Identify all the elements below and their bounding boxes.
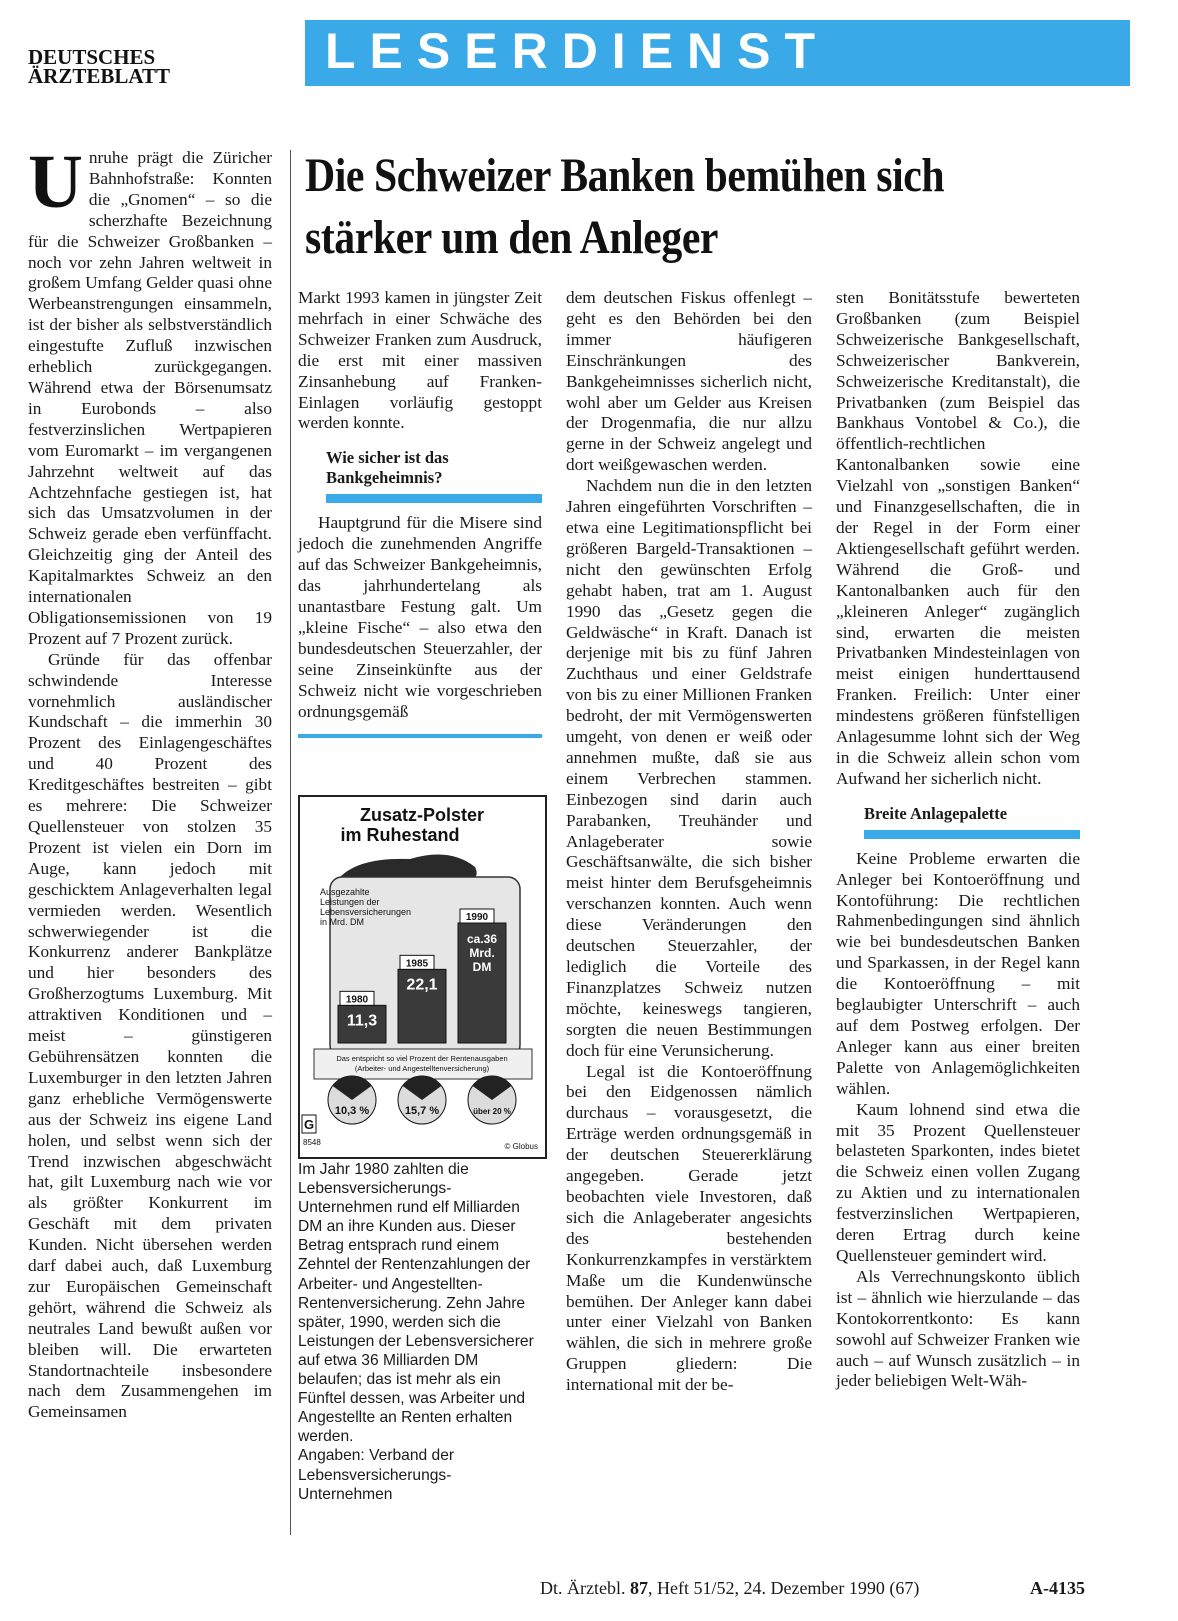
footer-journal: Dt. Ärztebl. <box>540 1578 626 1598</box>
paragraph: Legal ist die Kontoeröffnung bei den Eidgenossen nämlich durchaus – vorausgesetzt, die Erträge werden ordnungsgemäß in der deutschen Steuererklärung angegeben. Gerade jetzt beobachten viele Investoren, daß sich die Anlageberater angesichts des bestehenden Konkurrenzkampfes in verstärktem Maße um die Kundenwünsche bemühen. Der Anleger kann dabei unter einer Vielzahl von Banken wählen, die sich in mehrere große Gruppen gliedern: Die international mit der be- <box>566 1061 812 1395</box>
subheading-bar <box>864 830 1080 839</box>
paragraph: Keine Probleme erwarten die Anleger bei Kontoeröffnung und Kontoführung: Die rechtlichen Rahmenbedingungen sind ähnlich wie bei bundesdeutschen Banken und Sparkassen, in der Regel kann die Kontoeröffnung – mit beglaubigter Unterschrift – auch auf dem Postweg erfolgen. Der Anleger kann aus einer breiten Palette von Anlagemöglichkeiten wählen. <box>836 848 1080 1098</box>
subheading-anlagepalette: Breite Anlagepalette <box>864 803 1008 823</box>
bar-year-label: 1985 <box>405 958 429 970</box>
graphic-caption <box>298 1160 544 1504</box>
paragraph: Markt 1993 kamen in jüngster Zeit mehrfach in einer Schwäche des Schweizer Franken zum Ausdruck, die erst mit einer massiven Zinsanhebung auf Franken-Einlagen vorläufig gestoppt werden konnte. <box>298 288 542 433</box>
bar-value-label: 11,3 <box>346 1012 378 1030</box>
graphic-subtitle-line-1: Das entspricht so viel Prozent der Rentenausgaben <box>336 1054 508 1063</box>
paragraph: Kaum lohnend sind etwa die mit 35 Prozent Quellensteuer belasteten Sparkonten, indes bietet die Schweiz einen vollen Zugang zu Aktien und zu internationalen festverzinslichen Wertpapieren, deren Ertrag durch keine Quellensteuer gemindert wird. <box>836 1099 1080 1265</box>
bar-value-label: 22,1 <box>406 976 438 994</box>
subheading-bar <box>326 494 542 503</box>
paragraph: Gründe für das offenbar schwindende Interesse vornehmlich ausländischer Kundschaft – die immerhin 30 Prozent des Einlagengeschäftes und 40 Prozent des Kreditgeschäftes bestreiten – gibt es mehrere: Die Schweizer Quellensteuer von stolzen 35 Prozent ist vielen ein Dorn im Auge, kann jedoch mit geschicktem Anlageverhalten legal vermieden werden. Wesentlich schwerwiegender ist die Konkurrenz anderer Bankplätze und hier besonders des Großherzogtums Luxemburg. Mit attraktiven Konditionen und – meist – günstigeren Gebührensätzen konnten die Luxemburger in den letzten Jahren ganz erhebliche Vermögenswerte aus der Schweiz ins eigene Land holen, und selbst wenn sich der Trend inzwischen abgeschwächt hat, gilt Luxemburg nach wie vor als größter Konkurrent im Geschäft mit dem privaten Kunden. Nicht übersehen werden darf dabei auch, daß Luxemburg zur Europäischen Gemeinschaft gehört, während die Schweiz als neutrales Land bewußt außen vor bleiben will. Die erwarteten Standortnachteile insbesondere nach dem Zusammengehen im Gemeinsamen <box>28 649 272 1422</box>
article-headline <box>305 145 1136 269</box>
publication-logo <box>28 45 170 88</box>
column-divider <box>290 150 291 1535</box>
bar-year-label: 1990 <box>465 912 489 923</box>
pie-label: 10,3 % <box>334 1105 370 1117</box>
legend-line-2: Leistungen der <box>320 897 380 907</box>
subheading-bankgeheimnis: Wie sicher ist das Bankgeheimnis? <box>326 448 449 488</box>
graphic-code: 8548 <box>303 1138 321 1147</box>
graphic-subtitle-line-2: (Arbeiter- und Angestelltenversicherung) <box>354 1064 490 1073</box>
pie-label: über 20 % <box>473 1107 511 1116</box>
infographic <box>298 795 547 1159</box>
pie-group <box>328 1076 516 1124</box>
globus-badge-letter: G <box>303 1117 315 1132</box>
caption-source: Angaben: Verband der Lebensversicherungs-Unternehmen <box>298 1447 455 1503</box>
legend-line-3: Lebensversicherungen <box>320 907 412 917</box>
headline-line-2: stärker um den Anleger <box>305 211 719 264</box>
paragraph: Unruhe prägt die Züricher Bahnhofstraße: Konnten die „Gnomen“ – so die scherzhafte Bezeichnung für die Schweizer Großbanken – noch vor zehn Jahren weltweit in großem Umfang Gelder quasi ohne Werbeanstrengungen einsammeln, ist der bisher als selbstverständlich eingestufte Zufluß inzwischen erheblich zurückgegangen. Während etwa der Börsenumsatz in Eurobonds – also festverzinslichen Wertpapieren vom Euromarkt – im vergangenen Jahrzehnt weltweit auf das Achtzehnfache gestiegen ist, hat sich das Umsatzvolumen in der Schweiz gerade eben verfünffacht. Gleichzeitig ging der Anteil des Kapitalmarktes Schweiz an den internationalen Obligationsemissionen von 19 Prozent auf 7 Prozent zurück. <box>28 140 272 648</box>
logo-line-1: DEUTSCHES <box>28 45 156 69</box>
footer-issue: , Heft 51/52, 24. Dezember 1990 (67) <box>647 1578 920 1598</box>
infographic-svg <box>300 797 545 1157</box>
pie-label: 15,7 % <box>404 1105 440 1117</box>
column-2 <box>298 288 542 752</box>
bar-value-label: Mrd. <box>469 946 495 960</box>
section-banner <box>305 20 1130 86</box>
column-3 <box>566 288 812 1396</box>
graphic-title-line-2: im Ruhestand <box>340 825 460 845</box>
legend-line-4: in Mrd. DM <box>320 917 365 927</box>
graphic-title-line-1: Zusatz-Polster <box>359 805 485 825</box>
legend-line-1: Ausgezahlte <box>320 887 370 897</box>
paragraph: sten Bonitätsstufe bewerteten Großbanken (zum Beispiel Schweizerische Bankgesellschaft, Schweizerischer Bankverein, Schweizerische Kreditanstalt), die Privatbanken (zum Beispiel das Bankhaus Vontobel & Co.), die öffentlich-rechtlichen Kantonalbanken sowie eine Vielzahl von „sonstigen Banken“ und Finanzgesellschaften, die in der Regel in der Form einer Aktiengesellschaft geführt werden. Während die Groß- und Kantonalbanken auch für den „kleineren Anleger“ zugänglich sind, erwarten die meisten Privatbanken Mindesteinlagen von meist einigen hunderttausend Franken. Freilich: Unter einer mindestens größeren fünfstelligen Anlagesumme lohnt sich der Weg in die Schweiz allein schon vom Aufwand her sicherlich nicht. <box>836 288 1080 788</box>
column-4 <box>836 288 1080 1392</box>
headline-line-1: Die Schweizer Banken bemühen sich <box>305 149 945 202</box>
paragraph: Als Verrechnungskonto üblich ist – ähnlich wie hierzulande – das Kontokorrentkonto: Es kann sowohl auf Schweizer Franken wie auch – auf Wunsch zusätzlich – in jeder beliebigen Welt-Wäh- <box>836 1266 1080 1391</box>
paragraph: Nachdem nun die in den letzten Jahren eingeführten Vorschriften – etwa eine Legitimationspflicht bei größeren Bargeld-Transaktionen – nicht den gewünschten Erfolg gehabt haben, trat am 1. August 1990 das „Gesetz gegen die Geldwäsche“ in Kraft. Danach ist derjenige mit bis zu fünf Jahren Zuchthaus und einer Geldstrafe von bis zu einer Millionen Franken bedroht, der mit Vermögenswerten umgeht, von denen er weiß oder annehmen mußte, daß sie aus einem Verbrechen stammen. Einbezogen sind darin auch Parabanken, Treuhänder und Anlageberater sowie Geschäftsanwälte, die sich bisher meist hinter dem Berufsgeheimnis verschanzen konnten. Auch wenn diese Veränderungen den deutschen Steuerzahler, der lediglich die Vorteile des Finanzplatzes Schweiz nutzen möchte, keineswegs tangieren, sorgten die neuen Bestimmungen doch für eine Verunsicherung. <box>566 476 812 1060</box>
bar-value-label: ca.36 <box>466 932 498 946</box>
bar-value-label: DM <box>472 960 492 974</box>
page-footer <box>540 1578 919 1599</box>
paragraph: dem deutschen Fiskus offenlegt – geht es den Behörden bei den immer häufigeren Einschränkungen des Bankgeheimnisses sicherlich nicht, wohl aber um Gelder aus Kreisen der Drogenmafia, die nur allzu gerne in der Schweiz angelegt und dort weißgewaschen werden. <box>566 288 812 475</box>
graphic-top-rule <box>298 734 542 738</box>
graphic-credit: © Globus <box>504 1142 538 1151</box>
drop-cap: U <box>28 140 83 224</box>
caption-text: Im Jahr 1980 zahlten die Lebensversicherungs-Unternehmen rund elf Milliarden DM an ihre Kunden aus. Dieser Betrag entsprach rund einem Zehntel der Rentenzahlungen der Arbeiter- und Angestellten-Rentenversicherung. Zehn Jahre später, 1990, werden sich die Leistungen der Lebensversicherer auf etwa 36 Milliarden DM belaufen; das ist mehr als ein Fünftel dessen, was Arbeiter und Angestellte an Renten erhalten werden. <box>298 1161 534 1446</box>
paragraph: Hauptgrund für die Misere sind jedoch die zunehmenden Angriffe auf das Schweizer Bankgeheimnis, das jahrhundertelang als unantastbare Festung galt. Um „kleine Fische“ – also etwa den bundesdeutschen Steuerzahler, der seine Zinseinkünfte aus der Schweiz nicht wie vorgeschrieben ordnungsgemäß <box>298 513 542 721</box>
logo-line-2: ÄRZTEBLATT <box>28 64 170 88</box>
column-1 <box>28 140 272 1423</box>
bar-year-label: 1980 <box>345 994 369 1006</box>
footer-volume: 87 <box>629 1578 648 1598</box>
page-number: A-4135 <box>1030 1578 1085 1598</box>
section-title: LESERDIENST <box>325 23 830 79</box>
